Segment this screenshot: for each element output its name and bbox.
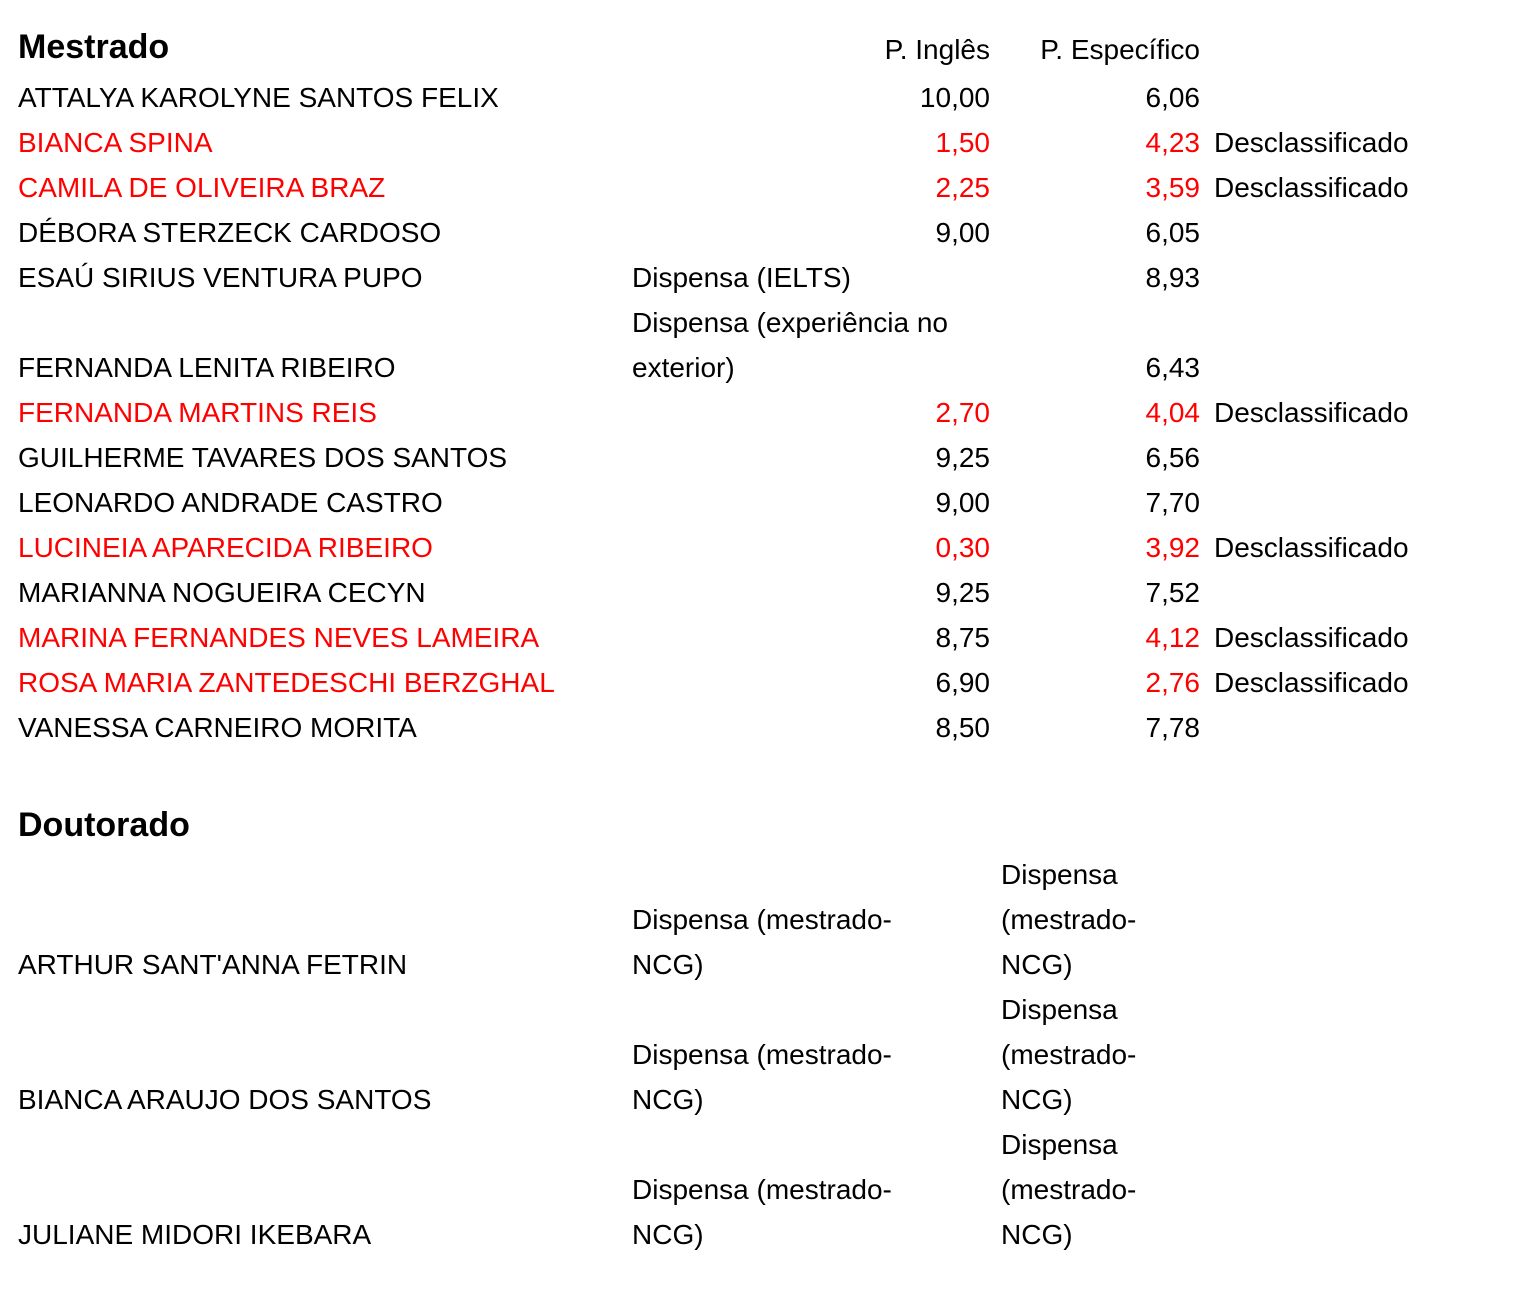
status-label: Desclassificado bbox=[1214, 532, 1409, 563]
score-especifico bbox=[1001, 852, 1136, 987]
candidate-name: ESAÚ SIRIUS VENTURA PUPO bbox=[18, 262, 423, 293]
score-especifico-line: NCG) bbox=[1001, 949, 1073, 980]
score-especifico-line: (mestrado- bbox=[1001, 904, 1137, 935]
candidate-name: JULIANE MIDORI IKEBARA bbox=[18, 1219, 372, 1250]
status-label: Desclassificado bbox=[1214, 172, 1409, 203]
score-ingles bbox=[632, 897, 892, 987]
candidate-name: FERNANDA MARTINS REIS bbox=[18, 397, 377, 428]
score-ingles: 9,25 bbox=[935, 442, 990, 473]
score-especifico: 3,59 bbox=[1145, 172, 1200, 203]
score-especifico-line: NCG) bbox=[1001, 1219, 1073, 1250]
candidate-name: LUCINEIA APARECIDA RIBEIRO bbox=[18, 532, 433, 563]
score-especifico: 6,56 bbox=[1145, 442, 1200, 473]
score-especifico: 7,52 bbox=[1145, 577, 1200, 608]
score-ingles-line: Dispensa (mestrado- bbox=[632, 904, 892, 935]
score-ingles-line: NCG) bbox=[632, 949, 704, 980]
score-ingles: 2,70 bbox=[935, 397, 990, 428]
candidate-name: GUILHERME TAVARES DOS SANTOS bbox=[18, 442, 508, 473]
score-especifico: 7,70 bbox=[1145, 487, 1200, 518]
status-label: Desclassificado bbox=[1214, 397, 1409, 428]
candidate-name: ROSA MARIA ZANTEDESCHI BERZGHAL bbox=[18, 667, 555, 698]
candidate-name: ATTALYA KAROLYNE SANTOS FELIX bbox=[18, 82, 499, 113]
score-especifico: 2,76 bbox=[1145, 667, 1200, 698]
table-row bbox=[0, 435, 1521, 480]
candidate-name: CAMILA DE OLIVEIRA BRAZ bbox=[18, 172, 386, 203]
score-especifico: 3,92 bbox=[1145, 532, 1200, 563]
table-row bbox=[0, 525, 1521, 570]
table-row bbox=[0, 300, 1521, 390]
score-especifico: 6,06 bbox=[1145, 82, 1200, 113]
table-row bbox=[0, 390, 1521, 435]
score-ingles-line: Dispensa (mestrado- bbox=[632, 1174, 892, 1205]
score-especifico: 6,05 bbox=[1145, 217, 1200, 248]
score-especifico: 4,12 bbox=[1145, 622, 1200, 653]
table-row bbox=[0, 480, 1521, 525]
table-row bbox=[0, 570, 1521, 615]
status-label: Desclassificado bbox=[1214, 667, 1409, 698]
candidate-name: DÉBORA STERZECK CARDOSO bbox=[18, 217, 442, 248]
score-ingles: 1,50 bbox=[935, 127, 990, 158]
table-row bbox=[0, 852, 1521, 987]
table-row bbox=[0, 165, 1521, 210]
candidate-name: MARINA FERNANDES NEVES LAMEIRA bbox=[18, 622, 540, 653]
score-ingles bbox=[632, 300, 948, 390]
candidate-name: ARTHUR SANT'ANNA FETRIN bbox=[18, 949, 408, 980]
candidate-name: BIANCA SPINA bbox=[18, 127, 213, 158]
score-especifico-line: Dispensa bbox=[1001, 1129, 1118, 1160]
candidate-name: VANESSA CARNEIRO MORITA bbox=[18, 712, 417, 743]
table-row bbox=[0, 615, 1521, 660]
score-especifico: 8,93 bbox=[1145, 262, 1200, 293]
score-especifico-line: Dispensa bbox=[1001, 859, 1118, 890]
status-label: Desclassificado bbox=[1214, 622, 1409, 653]
score-especifico-line: Dispensa bbox=[1001, 994, 1118, 1025]
column-header-especifico: P. Específico bbox=[1040, 34, 1200, 65]
score-ingles bbox=[632, 1167, 892, 1257]
score-ingles: 9,00 bbox=[935, 217, 990, 248]
score-especifico-line: (mestrado- bbox=[1001, 1039, 1137, 1070]
score-ingles: 9,00 bbox=[935, 487, 990, 518]
score-ingles bbox=[632, 1032, 892, 1122]
score-especifico bbox=[1001, 1122, 1136, 1257]
column-header-ingles: P. Inglês bbox=[884, 34, 990, 65]
section-heading-doutorado: Doutorado bbox=[18, 806, 190, 844]
table-row bbox=[0, 75, 1521, 120]
score-especifico: 6,43 bbox=[1145, 352, 1200, 383]
score-ingles: Dispensa (IELTS) bbox=[632, 262, 851, 293]
candidate-name: LEONARDO ANDRADE CASTRO bbox=[18, 487, 443, 518]
score-ingles: 6,90 bbox=[935, 667, 990, 698]
score-especifico bbox=[1001, 987, 1136, 1122]
section-heading-mestrado: Mestrado bbox=[18, 28, 170, 66]
candidate-name: BIANCA ARAUJO DOS SANTOS bbox=[18, 1084, 432, 1115]
score-ingles-line: Dispensa (experiência no bbox=[632, 307, 948, 338]
score-ingles-line: NCG) bbox=[632, 1084, 704, 1115]
candidate-name: MARIANNA NOGUEIRA CECYN bbox=[18, 577, 426, 608]
score-ingles: 0,30 bbox=[935, 532, 990, 563]
score-ingles: 8,50 bbox=[935, 712, 990, 743]
score-especifico-line: NCG) bbox=[1001, 1084, 1073, 1115]
score-especifico: 4,04 bbox=[1145, 397, 1200, 428]
table-row bbox=[0, 210, 1521, 255]
table-row bbox=[0, 987, 1521, 1122]
score-especifico: 7,78 bbox=[1145, 712, 1200, 743]
score-especifico-line: (mestrado- bbox=[1001, 1174, 1137, 1205]
status-label: Desclassificado bbox=[1214, 127, 1409, 158]
score-especifico: 4,23 bbox=[1145, 127, 1200, 158]
score-ingles-line: NCG) bbox=[632, 1219, 704, 1250]
candidate-name: FERNANDA LENITA RIBEIRO bbox=[18, 352, 396, 383]
score-ingles: 2,25 bbox=[935, 172, 990, 203]
score-ingles: 10,00 bbox=[919, 82, 990, 113]
score-ingles-line: Dispensa (mestrado- bbox=[632, 1039, 892, 1070]
score-ingles: 8,75 bbox=[935, 622, 990, 653]
score-ingles-line: exterior) bbox=[632, 352, 735, 383]
table-row bbox=[0, 660, 1521, 705]
table-row bbox=[0, 120, 1521, 165]
table-row bbox=[0, 1122, 1521, 1257]
table-row bbox=[0, 705, 1521, 750]
table-row bbox=[0, 255, 1521, 300]
score-ingles: 9,25 bbox=[935, 577, 990, 608]
